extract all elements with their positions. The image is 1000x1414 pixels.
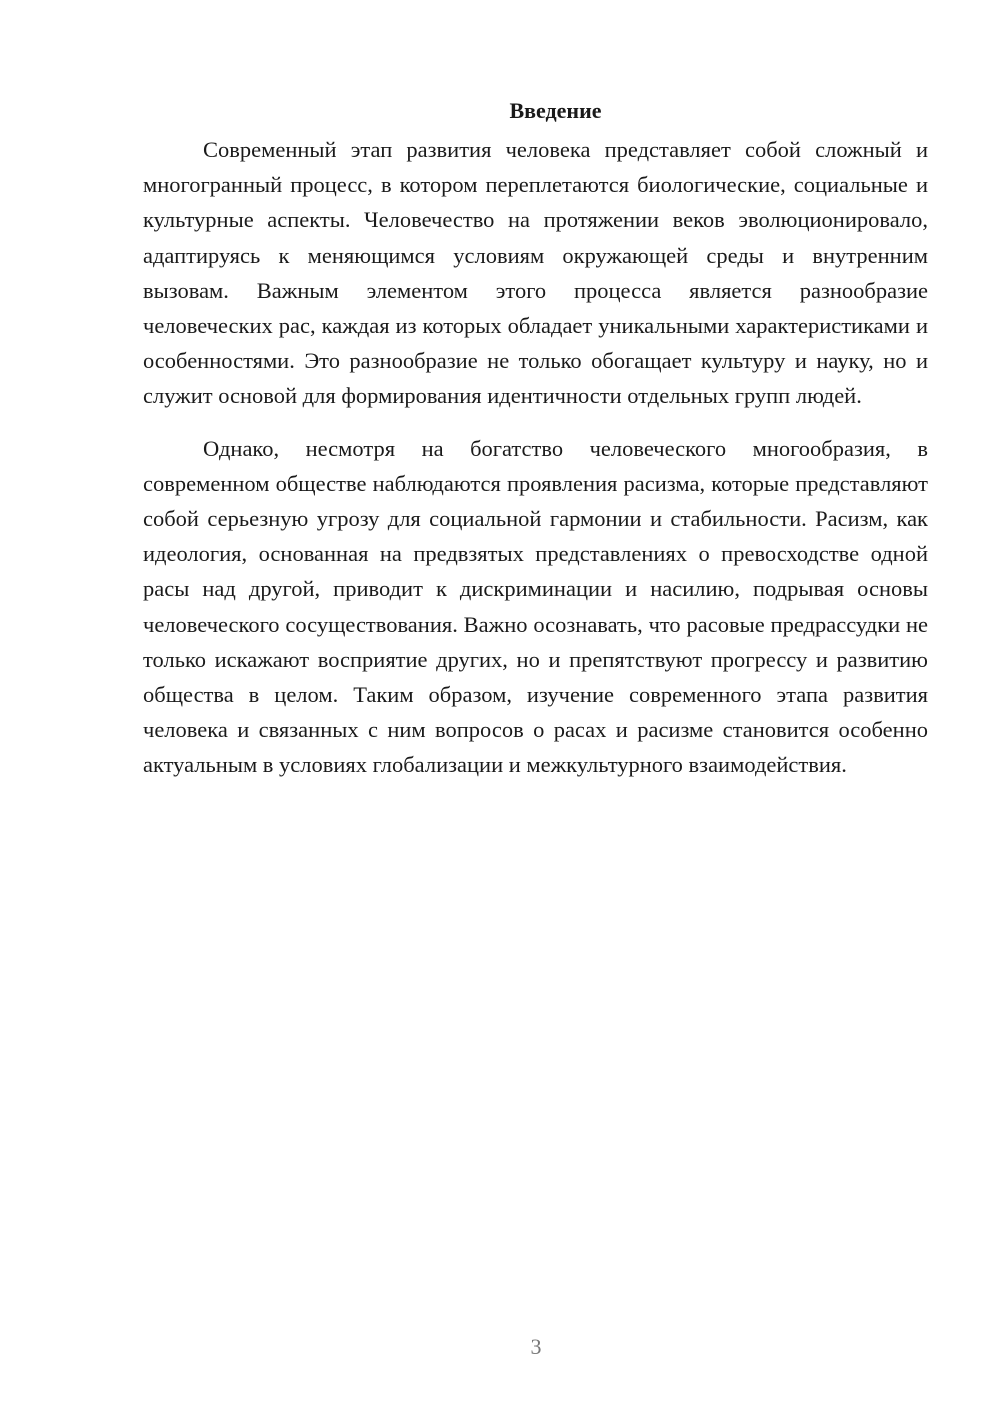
- paragraph-2: Однако, несмотря на богатство человеческого многообразия, в современном обществе наблюдаются проявления расизма, которые представляют собой серьезную угрозу для социальной гармонии и стабильности. Расизм, как идеология, основанная на предвзятых представлениях о превосходстве одной расы над другой, приводит к дискриминации и насилию, подрывая основы человеческого сосуществования. Важно осознавать, что расовые предрассудки не только искажают восприятие других, но и препятствуют прогрессу и развитию общества в целом. Таким образом, изучение современного этапа развития человека и связанных с ним вопросов о расах и расизме становится особенно актуальным в условиях глобализации и межкультурного взаимодействия.: [143, 435, 928, 778]
- section-heading: Введение: [509, 98, 602, 123]
- page-number: 3: [530, 1334, 542, 1359]
- page-content: [143, 96, 928, 783]
- paragraph-1: Современный этап развития человека представляет собой сложный и многогранный процесс, в котором переплетаются биологические, социальные и культурные аспекты. Человечество на протяжении веков эволюционировало, адаптируясь к меняющимся условиям окружающей среды и внутренним вызовам. Важным элементом этого процесса является разнообразие человеческих рас, каждая из которых обладает уникальными характеристиками и особенностями. Это разнообразие не только обогащает культуру и науку, но и служит основой для формирования идентичности отдельных групп людей.: [143, 137, 928, 409]
